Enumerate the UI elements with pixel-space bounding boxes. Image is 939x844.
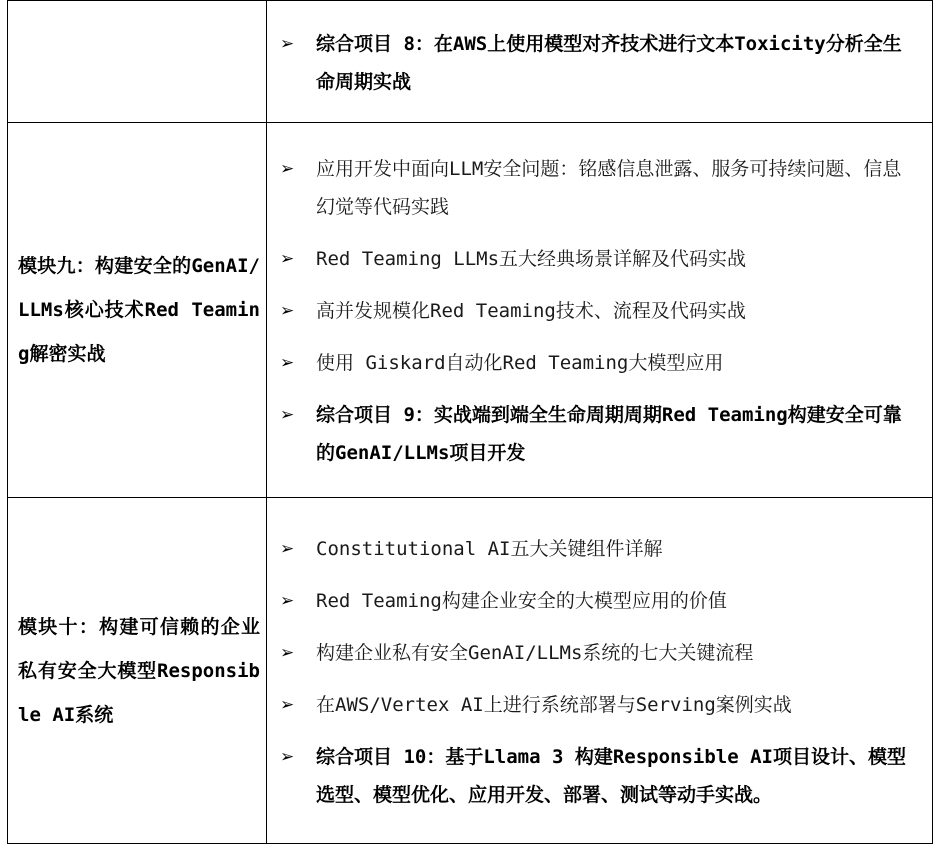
arrow-bullet-icon: ➢: [280, 590, 295, 611]
arrow-bullet-icon: ➢: [280, 159, 295, 179]
list-item-text: 综合项目 8：在AWS上使用模型对齐技术进行文本Toxicity分析全生命周期实战: [316, 32, 902, 93]
arrow-bullet-icon: ➢: [280, 405, 295, 425]
list-item: [277, 686, 920, 724]
list-item: [277, 240, 920, 278]
list-item-text: Red Teaming LLMs五大经典场景详解及代码实战: [316, 248, 747, 270]
arrow-bullet-icon: ➢: [280, 746, 295, 767]
list-item-text: 构建企业私有安全GenAI/LLMs系统的七大关键流程: [316, 641, 754, 664]
course-module-table: [7, 0, 933, 844]
bullet-list: [277, 25, 920, 101]
list-item: [277, 344, 920, 382]
list-item: [277, 530, 920, 568]
arrow-bullet-icon: ➢: [280, 301, 295, 321]
table-row: [8, 123, 933, 498]
arrow-bullet-icon: ➢: [280, 33, 295, 54]
arrow-bullet-icon: ➢: [280, 694, 295, 715]
module-cell: [8, 498, 267, 844]
items-cell: [267, 123, 933, 498]
list-item-text: Red Teaming构建企业安全的大模型应用的价值: [316, 589, 727, 612]
list-item: [277, 634, 920, 672]
list-item-text: 综合项目 9：实战端到端全生命周期周期Red Teaming构建安全可靠的GenAI/LLMs项目开发: [316, 404, 902, 464]
module-cell: [8, 1, 267, 123]
bullet-list: [277, 530, 920, 814]
table-body: [8, 1, 933, 844]
list-item-text: 应用开发中面向LLM安全问题：铭感信息泄露、服务可持续问题、信息幻觉等代码实践: [316, 158, 902, 218]
items-cell: [267, 498, 933, 844]
list-item: [277, 582, 920, 620]
list-item-text: 高并发规模化Red Teaming技术、流程及代码实战: [316, 300, 746, 322]
list-item-text: 在AWS/Vertex AI上进行系统部署与Serving案例实战: [316, 693, 792, 716]
list-item-text: 综合项目 10：基于Llama 3 构建Responsible AI项目设计、模型选型、模型优化、应用开发、部署、测试等动手实战。: [316, 745, 906, 806]
table-row: [8, 498, 933, 844]
list-item: [277, 396, 920, 472]
list-item: [277, 150, 920, 226]
items-cell: [267, 1, 933, 123]
table-row: [8, 1, 933, 123]
arrow-bullet-icon: ➢: [280, 642, 295, 663]
list-item-text: 使用 Giskard自动化Red Teaming大模型应用: [316, 352, 724, 374]
list-item: [277, 292, 920, 330]
module-title: 模块十：构建可信赖的企业私有安全大模型Responsible AI系统: [18, 615, 260, 726]
list-item: [277, 25, 920, 101]
list-item-text: Constitutional AI五大关键组件详解: [316, 537, 663, 560]
bullet-list: [277, 150, 920, 472]
arrow-bullet-icon: ➢: [280, 249, 295, 269]
list-item: [277, 738, 920, 814]
module-cell: [8, 123, 267, 498]
arrow-bullet-icon: ➢: [280, 538, 295, 559]
arrow-bullet-icon: ➢: [280, 353, 295, 373]
module-title: 模块九：构建安全的GenAI/LLMs核心技术Red Teaming解密实战: [18, 255, 260, 365]
